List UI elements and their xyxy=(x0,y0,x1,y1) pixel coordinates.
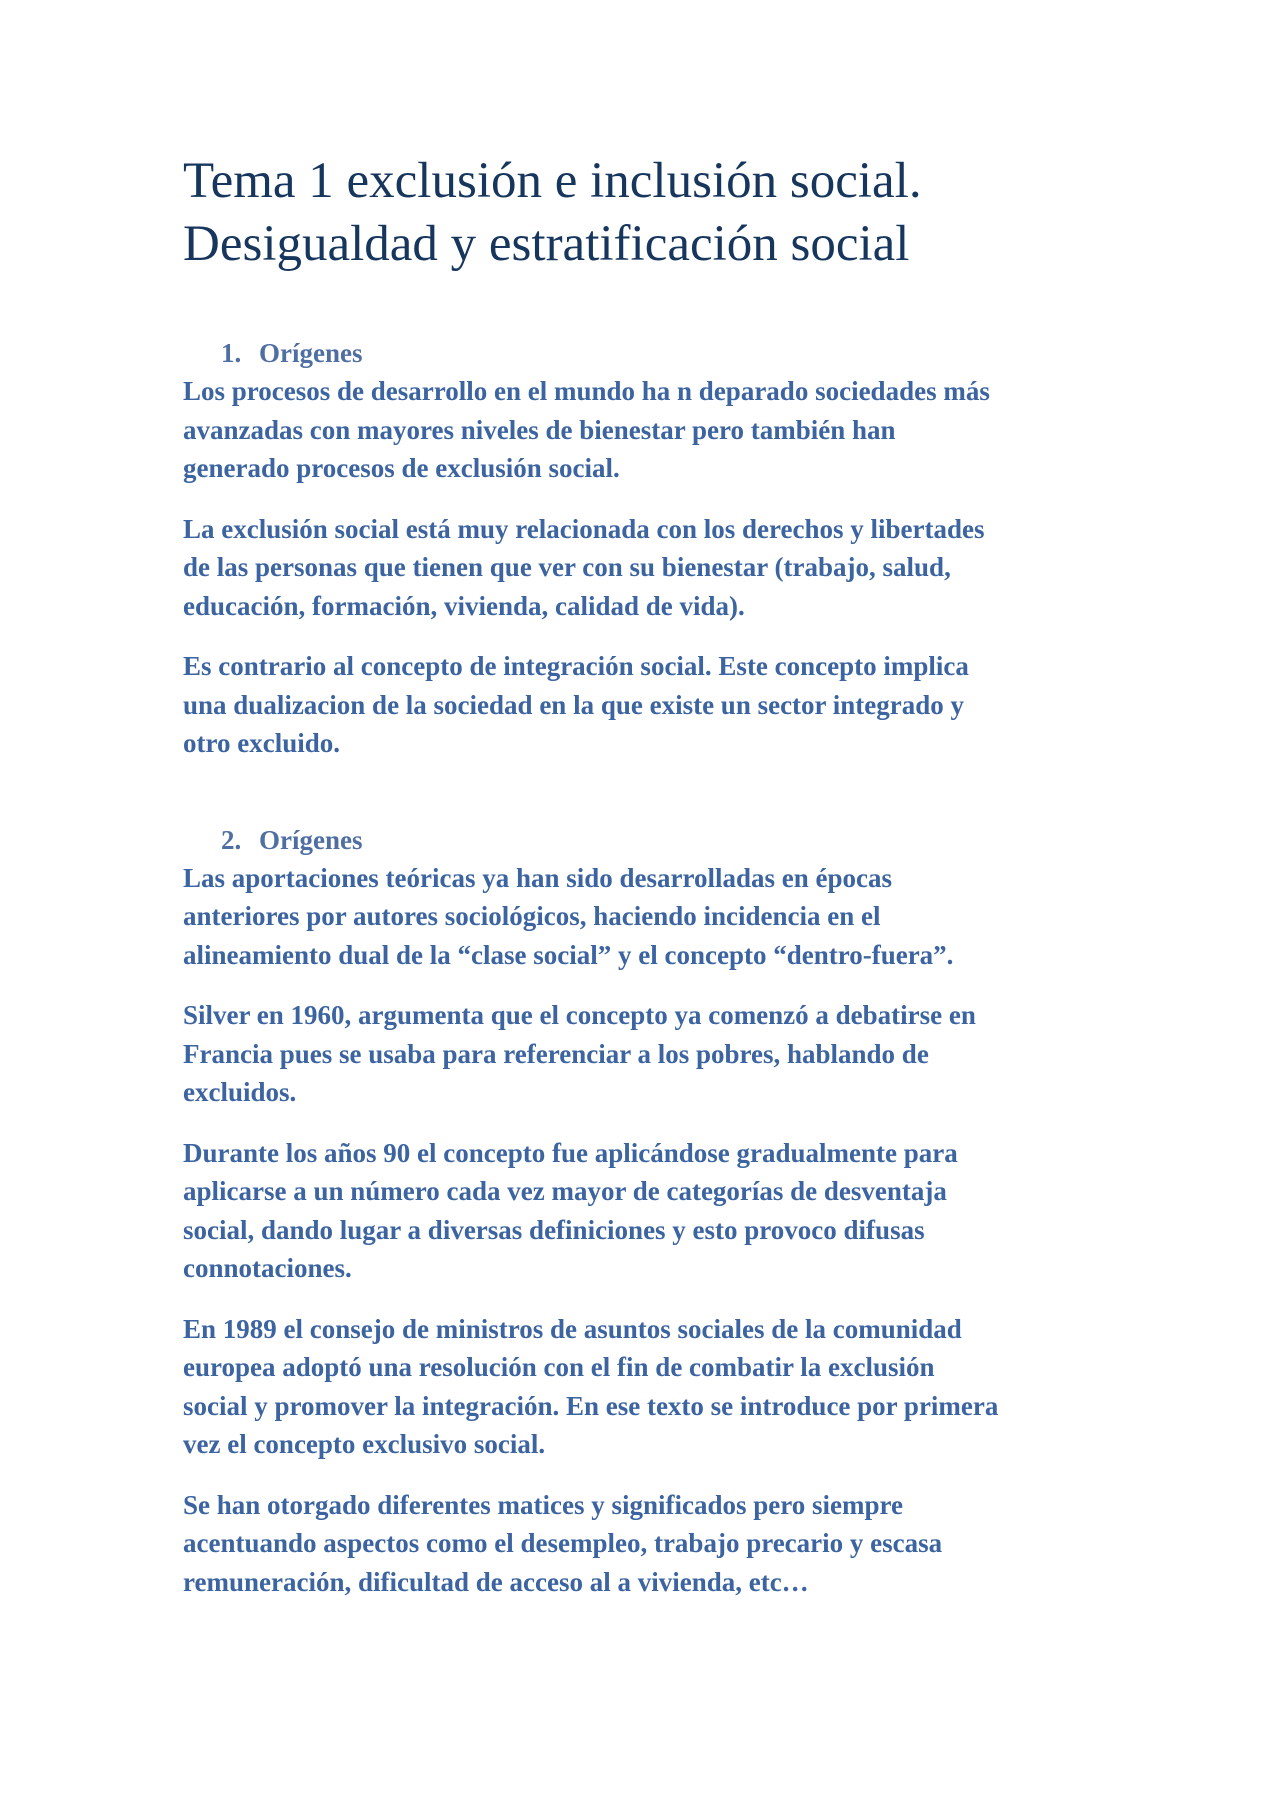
section-1 xyxy=(183,334,1113,763)
paragraph: Las aportaciones teóricas ya han sido desarrolladas en épocas anteriores por autores sociológicos, haciendo incidencia en el alineamiento dual de la “clase social” y el concepto “dentro-fuera”. xyxy=(183,862,954,970)
paragraph: En 1989 el consejo de ministros de asuntos sociales de la comunidad europea adoptó una resolución con el fin de combatir la exclusión social y promover la integración. En ese texto se introduce por primera vez el concepto exclusivo social. xyxy=(183,1313,999,1459)
document-content xyxy=(183,150,1113,1623)
section-heading xyxy=(183,334,1113,372)
section-heading-text: Orígenes xyxy=(259,338,363,368)
paragraph: La exclusión social está muy relacionada con los derechos y libertades de las personas que tienen que ver con su bienestar (trabajo, salud, educación, formación, vivienda, calidad de vida). xyxy=(183,513,985,621)
document-title xyxy=(183,150,1113,276)
title-line-1: Tema 1 exclusión e inclusión social. xyxy=(183,153,922,209)
title-line-2: Desigualdad y estratificación social xyxy=(183,216,910,272)
section-2 xyxy=(183,821,1113,1602)
section-heading-text: Orígenes xyxy=(259,824,363,855)
section-number: 1. xyxy=(221,338,242,368)
paragraph: Es contrario al concepto de integración social. Este concepto implica una dualizacion de la sociedad en la que existe un sector integrado y otro excluido. xyxy=(183,651,969,758)
section-number: 2. xyxy=(221,824,242,855)
paragraph: Los procesos de desarrollo en el mundo ha n deparado sociedades más avanzadas con mayores niveles de bienestar pero también han generado procesos de exclusión social. xyxy=(183,376,990,483)
paragraph: Se han otorgado diferentes matices y significados pero siempre acentuando aspectos como el desempleo, trabajo precario y escasa remuneración, dificultad de acceso al a vivienda, etc… xyxy=(183,1489,943,1597)
section-heading xyxy=(183,821,1113,859)
paragraph: Durante los años 90 el concepto fue aplicándose gradualmente para aplicarse a un número cada vez mayor de categorías de desventaja social, dando lugar a diversas definiciones y esto provoco difusas connotaciones. xyxy=(183,1137,958,1283)
paragraph: Silver en 1960, argumenta que el concepto ya comenzó a debatirse en Francia pues se usaba para referenciar a los pobres, hablando de excluidos. xyxy=(183,1000,976,1107)
